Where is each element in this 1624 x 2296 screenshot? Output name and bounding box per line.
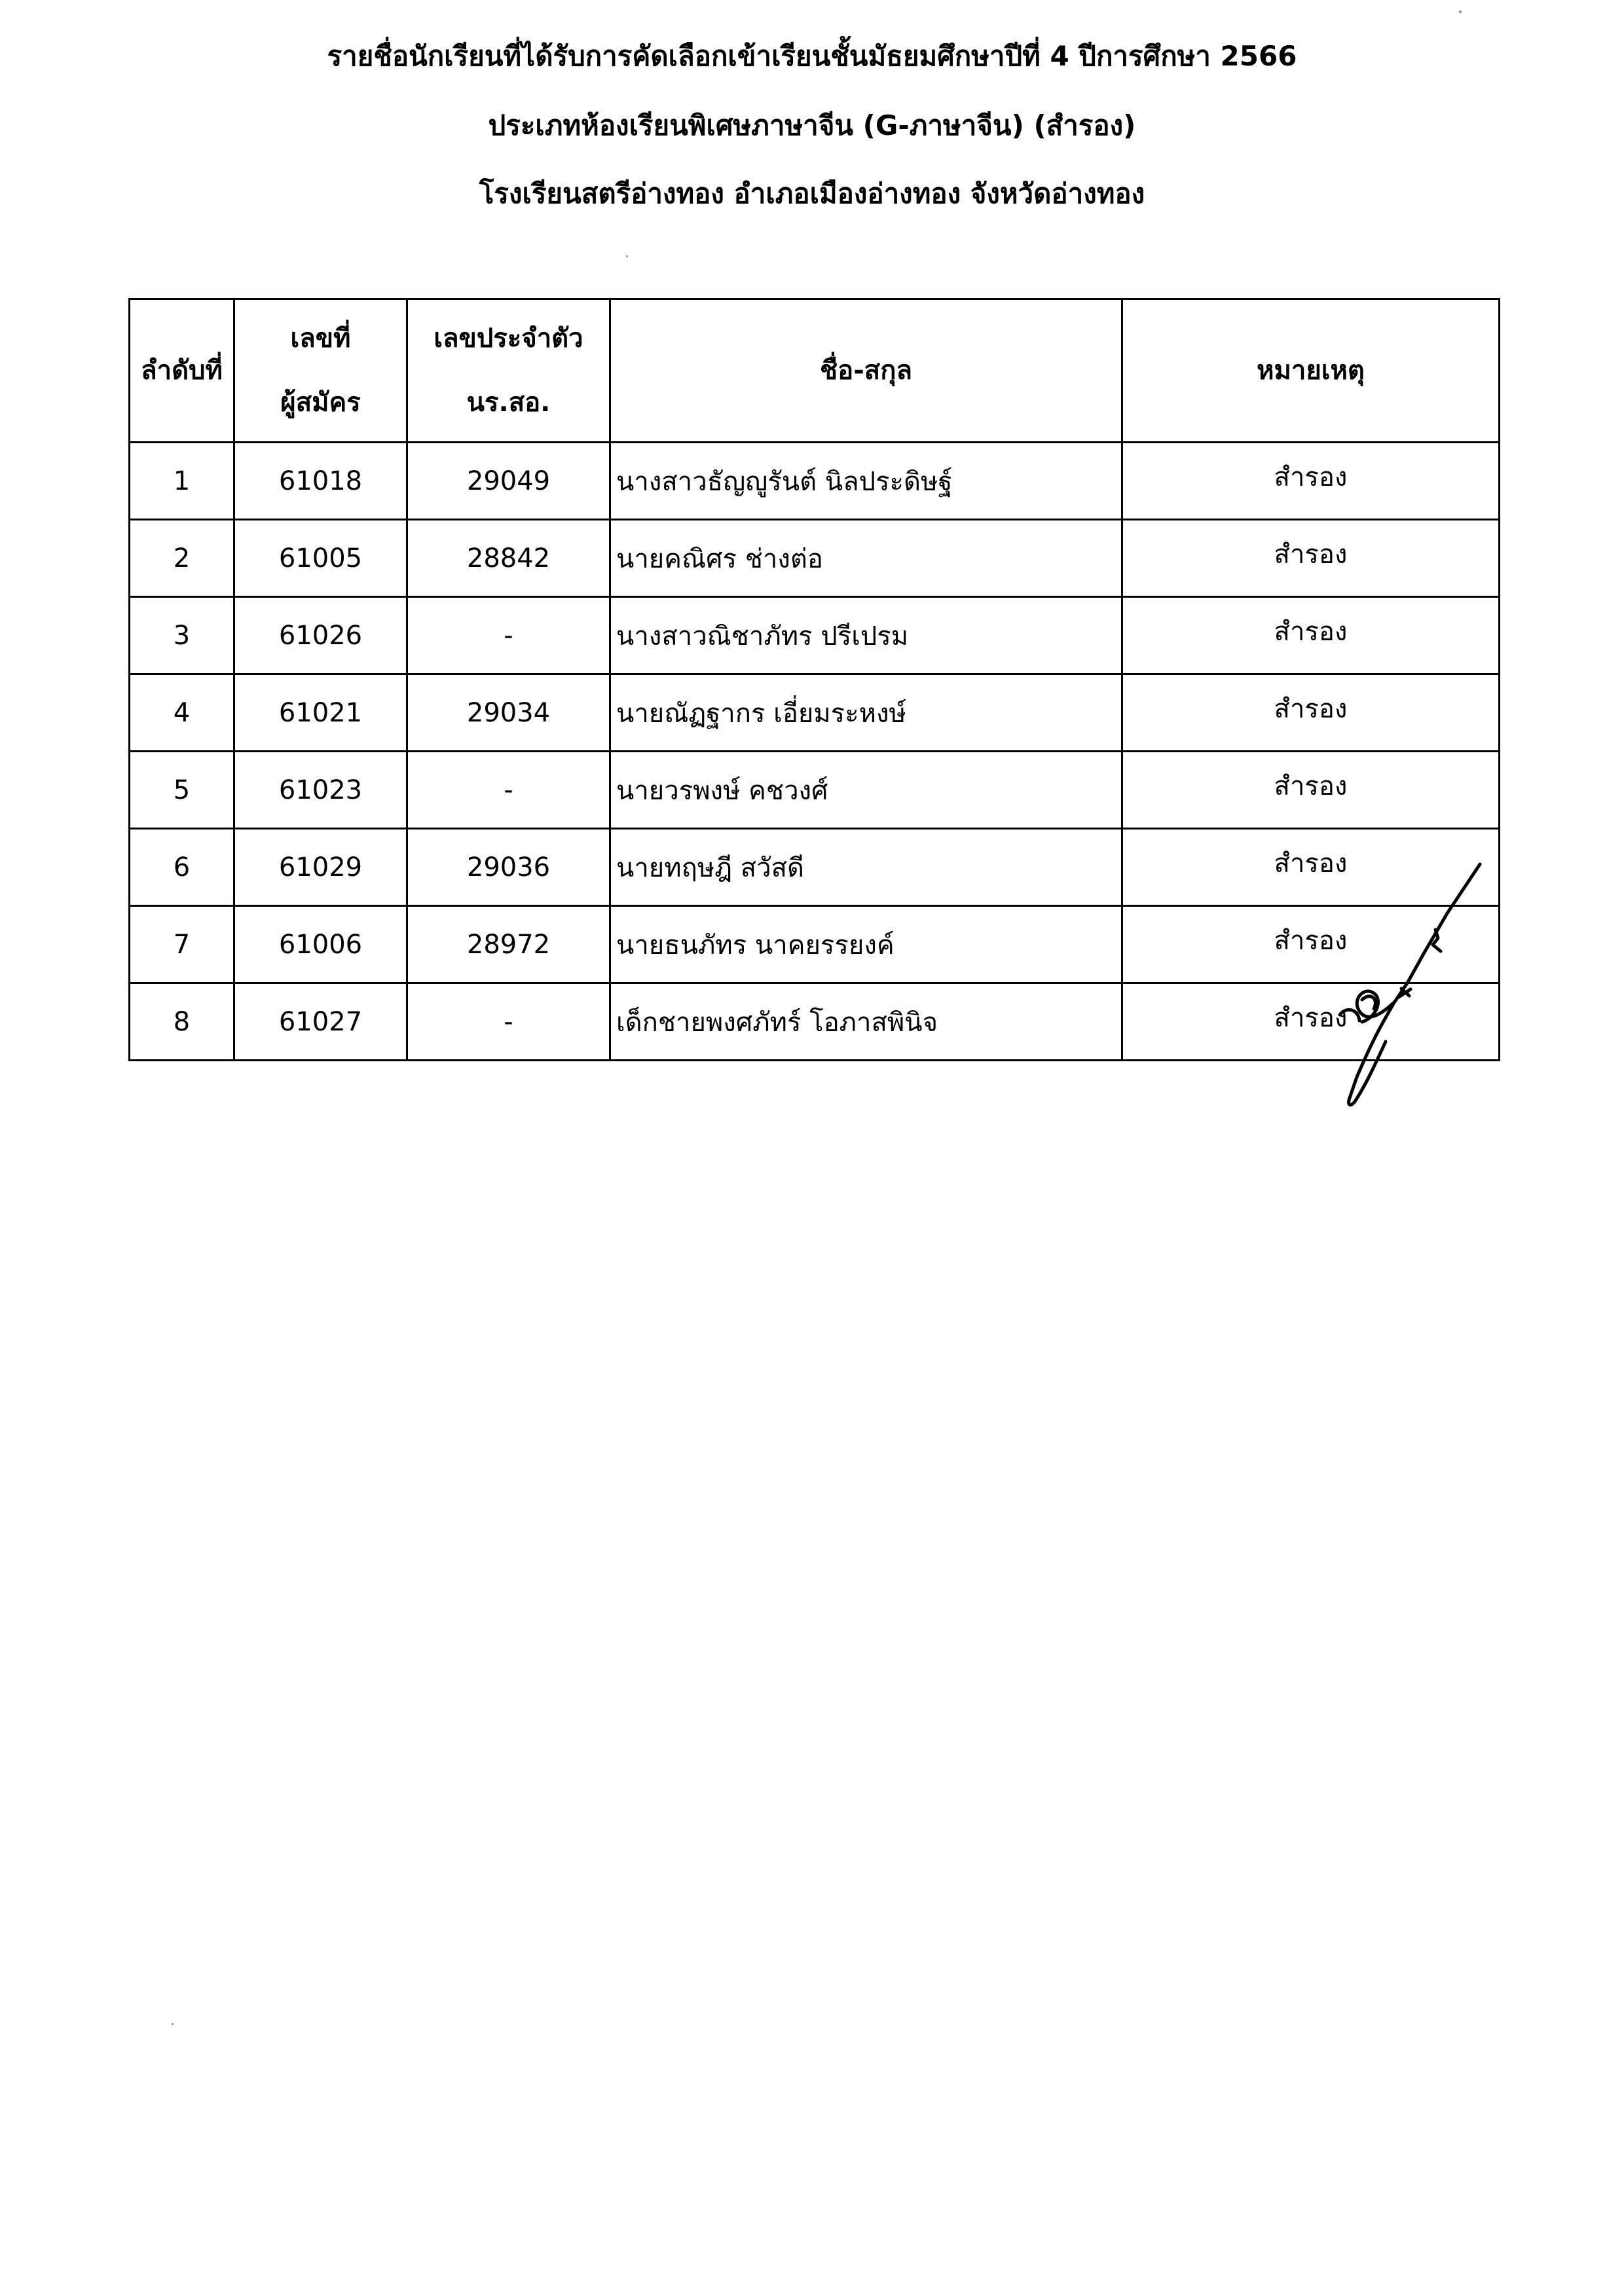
cell-order: 2: [130, 520, 234, 597]
cell-order: 1: [130, 443, 234, 520]
cell-note: สำรอง: [1122, 752, 1500, 829]
cell-name: นายทฤษฎี สวัสดี: [610, 829, 1122, 906]
cell-applicant-no: 61018: [234, 443, 407, 520]
cell-order: 7: [130, 906, 234, 983]
cell-name: นายธนภัทร นาคยรรยงค์: [610, 906, 1122, 983]
cell-applicant-no: 61021: [234, 674, 407, 752]
header-applicant-no-line2: ผู้สมัคร: [280, 388, 361, 418]
cell-student-id: -: [407, 983, 610, 1061]
table-row: [130, 752, 1500, 829]
cell-order: 8: [130, 983, 234, 1061]
cell-applicant-no: 61026: [234, 597, 407, 674]
header-note: หมายเหตุ: [1122, 299, 1500, 443]
cell-student-id: 28842: [407, 520, 610, 597]
header-applicant-no-line1: เลขที่: [290, 323, 351, 354]
cell-order: 5: [130, 752, 234, 829]
cell-student-id: 29049: [407, 443, 610, 520]
header-student-id: [407, 299, 610, 443]
cell-applicant-no: 61029: [234, 829, 407, 906]
school-name: โรงเรียนสตรีอ่างทอง อำเภอเมืองอ่างทอง จังหวัดอ่างทอง: [479, 177, 1145, 210]
scan-speck: [172, 2023, 174, 2025]
cell-applicant-no: 61006: [234, 906, 407, 983]
cell-name: เด็กชายพงศภัทร์ โอภาสพินิจ: [610, 983, 1122, 1061]
header-name: ชื่อ-สกุล: [610, 299, 1122, 443]
cell-order: 3: [130, 597, 234, 674]
cell-note: สำรอง: [1122, 520, 1500, 597]
cell-student-id: 29036: [407, 829, 610, 906]
cell-applicant-no: 61027: [234, 983, 407, 1061]
cell-name: นางสาวธัญญูรันต์ นิลประดิษฐ์: [610, 443, 1122, 520]
header-student-id-line2: นร.สอ.: [466, 388, 551, 418]
cell-order: 6: [130, 829, 234, 906]
scan-speck: [1459, 10, 1462, 13]
header-student-id-line1: เลขประจำตัว: [434, 323, 583, 354]
cell-student-id: -: [407, 597, 610, 674]
table-header: [130, 299, 1500, 443]
header-order: ลำดับที่: [130, 299, 234, 443]
cell-note: สำรอง: [1122, 443, 1500, 520]
table-row: [130, 674, 1500, 752]
handwritten-signature: [1283, 861, 1493, 1123]
cell-order: 4: [130, 674, 234, 752]
cell-name: นายคณิศร ช่างต่อ: [610, 520, 1122, 597]
cell-student-id: 28972: [407, 906, 610, 983]
table-row: [130, 520, 1500, 597]
cell-name: นายวรพงษ์ คชวงศ์: [610, 752, 1122, 829]
cell-note: สำรอง: [1122, 906, 1500, 983]
header-applicant-no: [234, 299, 407, 443]
cell-applicant-no: 61023: [234, 752, 407, 829]
table-header-row: [130, 299, 1500, 443]
table-row: [130, 597, 1500, 674]
cell-note: สำรอง: [1122, 829, 1500, 906]
cell-note: สำรอง: [1122, 983, 1500, 1061]
cell-note: สำรอง: [1122, 674, 1500, 752]
cell-note: สำรอง: [1122, 597, 1500, 674]
cell-applicant-no: 61005: [234, 520, 407, 597]
document-title: รายชื่อนักเรียนที่ได้รับการคัดเลือกเข้าเรียนชั้นมัธยมศึกษาปีที่ 4 ปีการศึกษา 2566: [327, 40, 1297, 72]
scan-speck: [626, 255, 628, 257]
cell-student-id: -: [407, 752, 610, 829]
cell-student-id: 29034: [407, 674, 610, 752]
cell-name: นางสาวณิชาภัทร ปรีเปรม: [610, 597, 1122, 674]
document-subtitle: ประเภทห้องเรียนพิเศษภาษาจีน (G-ภาษาจีน) (สำรอง): [488, 109, 1136, 141]
table-row: [130, 443, 1500, 520]
cell-name: นายณัฏฐากร เอี่ยมระหงษ์: [610, 674, 1122, 752]
